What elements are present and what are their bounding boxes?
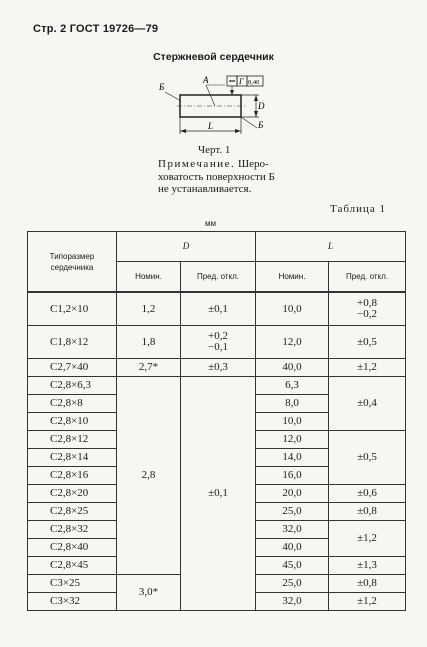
table-cell: 25,0 bbox=[256, 575, 329, 593]
table-cell bbox=[181, 326, 256, 359]
table-cell: С2,8×6,3 bbox=[28, 377, 117, 395]
dim-d-label: D bbox=[258, 101, 265, 111]
table-cell: ±1,2 bbox=[329, 593, 406, 611]
d-nom-header: Номин. bbox=[117, 262, 181, 293]
label-a: А bbox=[203, 75, 209, 85]
table-cell: ±0,5 bbox=[329, 431, 406, 485]
table-cell: 32,0 bbox=[256, 593, 329, 611]
figure-caption: Черт. 1 bbox=[198, 144, 231, 156]
table-cell: С2,8×25 bbox=[28, 503, 117, 521]
label-b-right: Б bbox=[258, 120, 264, 130]
table-cell: С2,8×12 bbox=[28, 431, 117, 449]
table-cell: С2,8×8 bbox=[28, 395, 117, 413]
table-cell: С2,8×45 bbox=[28, 557, 117, 575]
table-cell: С2,8×32 bbox=[28, 521, 117, 539]
d-dev-header: Пред. откл. bbox=[181, 262, 256, 293]
dimensions-table bbox=[27, 231, 406, 611]
table-cell: 1,8 bbox=[117, 326, 181, 359]
table-cell: С3×32 bbox=[28, 593, 117, 611]
units-label: мм bbox=[205, 219, 216, 228]
table-cell: С2,8×14 bbox=[28, 449, 117, 467]
table-cell: С2,7×40 bbox=[28, 359, 117, 377]
note-line-2: ховатость поверхности Б bbox=[158, 170, 275, 183]
note-line-1: Шеро- bbox=[237, 158, 269, 170]
table-cell: С1,8×12 bbox=[28, 326, 117, 359]
table-cell: ±1,3 bbox=[329, 557, 406, 575]
note-label: Примечание. bbox=[158, 158, 236, 170]
table-cell: 16,0 bbox=[256, 467, 329, 485]
label-b-left: Б bbox=[159, 82, 165, 92]
table-cell: 3,0* bbox=[117, 575, 181, 611]
table-cell: 32,0 bbox=[256, 521, 329, 539]
table-cell: ±1,2 bbox=[329, 521, 406, 557]
figure-title: Стержневой сердечник bbox=[153, 51, 274, 63]
dim-l-label: L bbox=[208, 121, 214, 131]
note-line-3: не устанавливается. bbox=[158, 183, 252, 195]
table-cell: ±0,8 bbox=[329, 575, 406, 593]
table-cell-line: −0,2 bbox=[357, 308, 377, 320]
table-cell-line: +0,2 bbox=[208, 330, 228, 342]
l-nom-header: Номин. bbox=[256, 262, 329, 293]
table-cell: С2,8×40 bbox=[28, 539, 117, 557]
table-cell-line: +0,8 bbox=[357, 297, 377, 309]
tol-value-label: 0,40 bbox=[248, 79, 260, 86]
table-cell: 2,7* bbox=[117, 359, 181, 377]
table-number: Таблица 1 bbox=[330, 203, 387, 215]
table-cell: С2,8×10 bbox=[28, 413, 117, 431]
table-cell: С1,2×10 bbox=[28, 292, 117, 326]
col-type-header: Типоразмер сердечника bbox=[28, 232, 117, 293]
table-cell: ±0,6 bbox=[329, 485, 406, 503]
col-l-header: L bbox=[256, 232, 406, 262]
table-cell: 1,2 bbox=[117, 292, 181, 326]
note bbox=[158, 158, 288, 196]
tol-flag-label: Г bbox=[239, 77, 244, 86]
table-cell: 6,3 bbox=[256, 377, 329, 395]
table-cell: 20,0 bbox=[256, 485, 329, 503]
table-cell: 40,0 bbox=[256, 359, 329, 377]
table-cell: ±0,1 bbox=[181, 292, 256, 326]
table-cell: ±0,5 bbox=[329, 326, 406, 359]
table-cell: 14,0 bbox=[256, 449, 329, 467]
table-cell: 10,0 bbox=[256, 292, 329, 326]
table-cell: 12,0 bbox=[256, 431, 329, 449]
table-cell: 8,0 bbox=[256, 395, 329, 413]
table-cell-line: −0,1 bbox=[208, 341, 228, 353]
l-dev-header: Пред. откл. bbox=[329, 262, 406, 293]
table-cell: 10,0 bbox=[256, 413, 329, 431]
table-cell: 2,8 bbox=[117, 377, 181, 575]
col-d-header: D bbox=[117, 232, 256, 262]
page-header: Стр. 2 ГОСТ 19726—79 bbox=[33, 23, 159, 35]
table-cell: С2,8×20 bbox=[28, 485, 117, 503]
table-cell: ±0,4 bbox=[329, 377, 406, 431]
table-cell: С3×25 bbox=[28, 575, 117, 593]
table-cell bbox=[329, 292, 406, 326]
table-cell: ±0,8 bbox=[329, 503, 406, 521]
table-cell: ±0,1 bbox=[181, 377, 256, 611]
table-cell: 40,0 bbox=[256, 539, 329, 557]
table-cell: 25,0 bbox=[256, 503, 329, 521]
table-cell: ±1,2 bbox=[329, 359, 406, 377]
core-drawing bbox=[155, 72, 275, 140]
table-cell: 45,0 bbox=[256, 557, 329, 575]
table-cell: 12,0 bbox=[256, 326, 329, 359]
table-cell: С2,8×16 bbox=[28, 467, 117, 485]
table-cell: ±0,3 bbox=[181, 359, 256, 377]
